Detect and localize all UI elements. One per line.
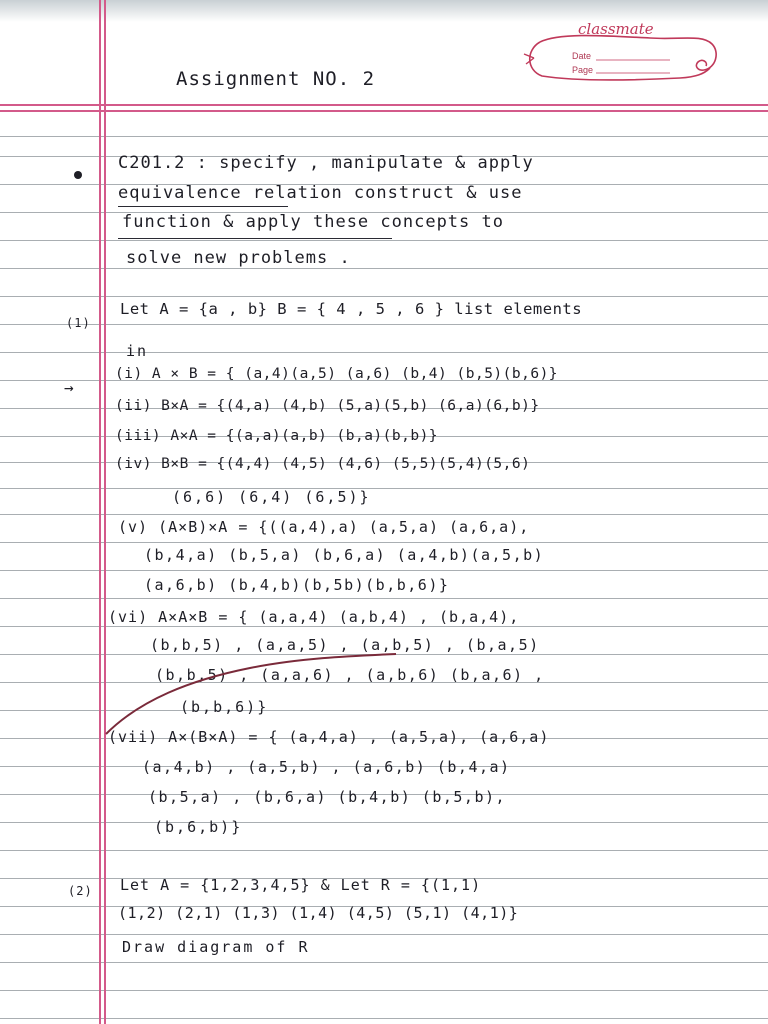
- objective-line-4: solve new problems .: [126, 248, 351, 268]
- page-title: Assignment NO. 2: [176, 68, 376, 90]
- header-rule-1: [0, 104, 768, 106]
- ruled-line: [0, 296, 768, 297]
- q2-statement-1: Let A = {1,2,3,4,5} & Let R = {(1,1): [120, 876, 482, 894]
- ruled-line: [0, 626, 768, 627]
- q1-part-vii-line-2: (a,4,b) , (a,5,b) , (a,6,b) (b,4,a): [142, 758, 511, 776]
- margin-line-right: [104, 0, 106, 1024]
- q1-statement-2: in: [126, 342, 149, 360]
- q2-statement-3: Draw diagram of R: [122, 938, 310, 956]
- ruled-line: [0, 822, 768, 823]
- page-shadow: [0, 0, 768, 22]
- objective-line-1: C201.2 : specify , manipulate & apply: [118, 153, 534, 173]
- ruled-line: [0, 268, 768, 269]
- q1-number: (1): [66, 316, 91, 330]
- q1-part-vi-line-3: (b,b,5) , (a,a,6) , (a,b,6) (b,a,6) ,: [155, 666, 545, 684]
- q1-part-vii-line-3: (b,5,a) , (b,6,a) (b,4,b) (b,5,b),: [148, 788, 507, 806]
- ruled-line: [0, 488, 768, 489]
- ruled-line: [0, 324, 768, 325]
- q1-part-vii-line-4: (b,6,b)}: [154, 818, 243, 836]
- q1-part-vi-line-4: (b,b,6)}: [180, 698, 269, 716]
- page-label: Page: [572, 65, 594, 75]
- ruled-line: [0, 136, 768, 137]
- q1-part-iv-line-1: (iv) B×B = {(4,4) (4,5) (4,6) (5,5)(5,4)(5,6): [115, 456, 531, 472]
- objective-line-3: function & apply these concepts to: [122, 212, 504, 232]
- ruled-line: [0, 352, 768, 353]
- objective-line-2: equivalence relation construct & use: [118, 183, 523, 203]
- bullet-dot: [74, 171, 82, 179]
- ruled-line: [0, 598, 768, 599]
- q1-part-i: (i) A × B = { (a,4)(a,5) (a,6) (b,4) (b,5)(b,6)}: [115, 366, 559, 382]
- ruled-line: [0, 542, 768, 543]
- logo-brand: classmate: [578, 20, 654, 38]
- q1-part-vi-line-1: (vi) A×A×B = { (a,a,4) (a,b,4) , (b,a,4),: [108, 608, 520, 626]
- q1-part-v-line-2: (b,4,a) (b,5,a) (b,6,a) (a,4,b)(a,5,b): [144, 546, 545, 564]
- q1-part-v-line-1: (v) (A×B)×A = {((a,4),a) (a,5,a) (a,6,a),: [118, 518, 530, 536]
- arrow-icon: →: [64, 378, 74, 397]
- objective-underline: [118, 206, 288, 207]
- q2-number: (2): [68, 884, 93, 898]
- header-rule-2: [0, 110, 768, 112]
- date-label: Date: [572, 51, 592, 61]
- ruled-line: [0, 240, 768, 241]
- q1-part-ii: (ii) B×A = {(4,a) (4,b) (5,a)(5,b) (6,a)(6,b)}: [115, 398, 540, 414]
- ruled-line: [0, 990, 768, 991]
- strike-through-stroke: [100, 640, 400, 740]
- q1-part-vi-line-2: (b,b,5) , (a,a,5) , (a,b,5) , (b,a,5): [150, 636, 540, 654]
- ruled-line: [0, 962, 768, 963]
- q1-part-iv-line-2: (6,6) (6,4) (6,5)}: [172, 488, 371, 506]
- objective-underline: [118, 238, 392, 239]
- ruled-line: [0, 850, 768, 851]
- ruled-line: [0, 570, 768, 571]
- q1-statement-1: Let A = {a , b} B = { 4 , 5 , 6 } list elements: [120, 300, 583, 318]
- ruled-line: [0, 934, 768, 935]
- q1-part-vii-line-1: (vii) A×(B×A) = { (a,4,a) , (a,5,a), (a,6,a): [108, 728, 550, 746]
- margin-line-left: [99, 0, 101, 1024]
- ruled-line: [0, 1018, 768, 1019]
- ruled-line: [0, 514, 768, 515]
- q1-part-iii: (iii) A×A = {(a,a)(a,b) (b,a)(b,b)}: [115, 428, 439, 444]
- q1-part-v-line-3: (a,6,b) (b,4,b)(b,5b)(b,b,6)}: [144, 576, 450, 594]
- q2-statement-2: (1,2) (2,1) (1,3) (1,4) (4,5) (5,1) (4,1)}: [118, 904, 519, 922]
